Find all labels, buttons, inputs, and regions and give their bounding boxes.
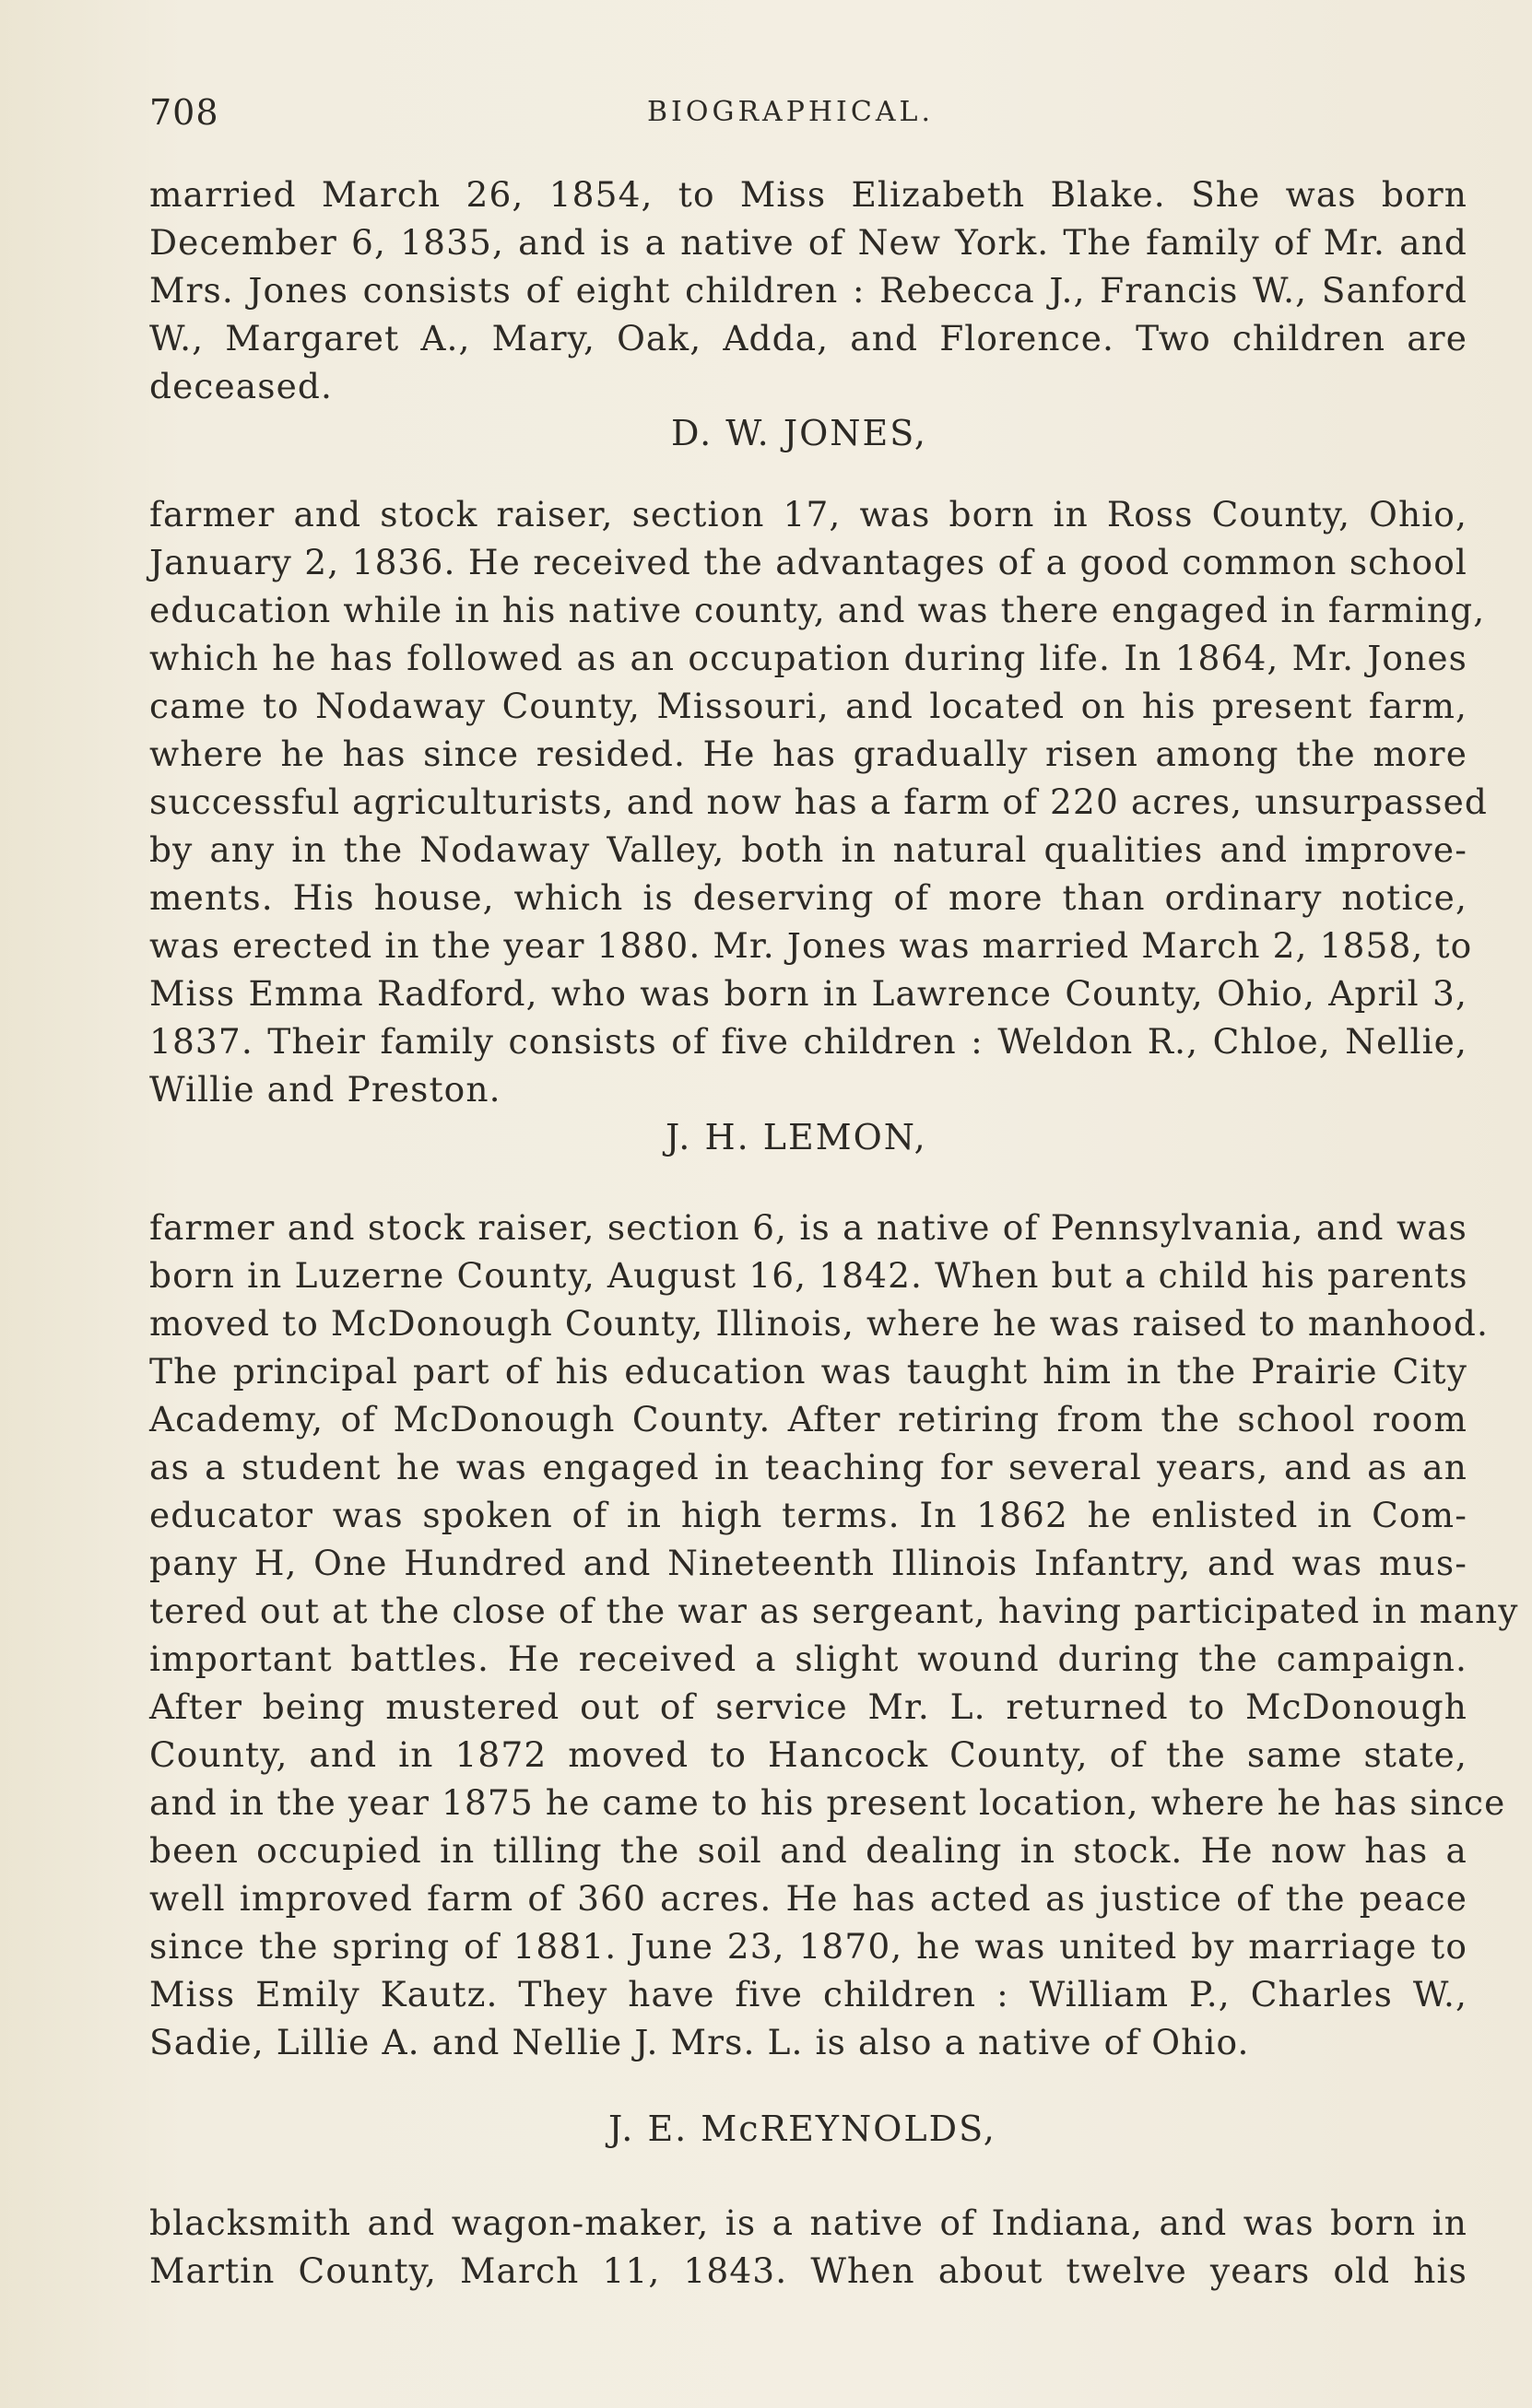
paragraph-line: since the spring of 1881. June 23, 1870, he was united by marriage to bbox=[149, 1926, 1467, 1967]
page-number: 708 bbox=[149, 92, 219, 133]
page-header bbox=[149, 92, 1458, 147]
paragraph-line: Miss Emma Radford, who was born in Lawrence County, Ohio, April 3, bbox=[149, 973, 1467, 1014]
paragraph-line: was erected in the year 1880. Mr. Jones was married March 2, 1858, to bbox=[149, 925, 1473, 966]
paragraph-line: which he has followed as an occupation during life. In 1864, Mr. Jones bbox=[149, 638, 1467, 678]
paragraph-line: Martin County, March 11, 1843. When about twelve years old his bbox=[149, 2250, 1467, 2291]
paragraph-line: tered out at the close of the war as sergeant, having participated in many bbox=[149, 1591, 1519, 1631]
paragraph-line: W., Margaret A., Mary, Oak, Adda, and Florence. Two children are bbox=[149, 318, 1467, 358]
paragraph-line: moved to McDonough County, Illinois, where he was raised to manhood. bbox=[149, 1303, 1489, 1344]
paragraph-line: 1837. Their family consists of five children : Weldon R., Chloe, Nellie, bbox=[149, 1021, 1467, 1062]
paragraph-line: ments. His house, which is deserving of more than ordinary notice, bbox=[149, 877, 1467, 918]
paragraph-line: Academy, of McDonough County. After retiring from the school room bbox=[149, 1399, 1467, 1439]
paragraph-line: came to Nodaway County, Missouri, and located on his present farm, bbox=[149, 686, 1467, 726]
paragraph-line: Miss Emily Kautz. They have five children : William P., Charles W., bbox=[149, 1974, 1467, 2014]
paragraph-line: born in Luzerne County, August 16, 1842. When but a child his parents bbox=[149, 1255, 1468, 1296]
paragraph-line: deceased. bbox=[149, 366, 334, 406]
paragraph-line: After being mustered out of service Mr. L. returned to McDonough bbox=[149, 1686, 1467, 1727]
paragraph-line: Willie and Preston. bbox=[149, 1069, 501, 1110]
entry-heading: J. H. LEMON, bbox=[666, 1117, 927, 1157]
paragraph-line: successful agriculturists, and now has a farm of 220 acres, unsurpassed bbox=[149, 781, 1488, 822]
paragraph-line: farmer and stock raiser, section 17, was born in Ross County, Ohio, bbox=[149, 494, 1467, 534]
paragraph-line: pany H, One Hundred and Nineteenth Illinois Infantry, and was mus- bbox=[149, 1543, 1467, 1583]
running-head: BIOGRAPHICAL. bbox=[647, 96, 934, 128]
paragraph-line: education while in his native county, and was there engaged in farming, bbox=[149, 590, 1486, 630]
paragraph-line: December 6, 1835, and is a native of New York. The family of Mr. and bbox=[149, 222, 1467, 263]
paragraph-line: important battles. He received a slight wound during the campaign. bbox=[149, 1639, 1467, 1679]
paragraph-line: January 2, 1836. He received the advantages of a good common school bbox=[149, 542, 1467, 582]
entry-heading: J. E. McREYNOLDS, bbox=[608, 2108, 996, 2149]
paragraph-line: married March 26, 1854, to Miss Elizabeth Blake. She was born bbox=[149, 174, 1467, 215]
entry-heading: D. W. JONES, bbox=[671, 413, 927, 453]
paragraph-line: farmer and stock raiser, section 6, is a native of Pennsylvania, and was bbox=[149, 1207, 1467, 1248]
paragraph-line: where he has since resided. He has gradually risen among the more bbox=[149, 734, 1467, 774]
paragraph-line: educator was spoken of in high terms. In 1862 he enlisted in Com- bbox=[149, 1495, 1467, 1535]
paragraph-line: by any in the Nodaway Valley, both in natural qualities and improve- bbox=[149, 829, 1467, 870]
paragraph-line: County, and in 1872 moved to Hancock County, of the same state, bbox=[149, 1734, 1467, 1775]
paragraph-line: Sadie, Lillie A. and Nellie J. Mrs. L. is also a native of Ohio. bbox=[149, 2022, 1250, 2062]
paragraph-line: The principal part of his education was taught him in the Prairie City bbox=[149, 1351, 1467, 1392]
paragraph-line: as a student he was engaged in teaching for several years, and as an bbox=[149, 1447, 1467, 1487]
paragraph-line: well improved farm of 360 acres. He has acted as justice of the peace bbox=[149, 1878, 1467, 1919]
paragraph-line: and in the year 1875 he came to his present location, where he has since bbox=[149, 1782, 1506, 1823]
paragraph-line: blacksmith and wagon-maker, is a native of Indiana, and was born in bbox=[149, 2202, 1467, 2243]
paragraph-line: been occupied in tilling the soil and dealing in stock. He now has a bbox=[149, 1830, 1467, 1871]
paragraph-line: Mrs. Jones consists of eight children : Rebecca J., Francis W., Sanford bbox=[149, 270, 1467, 311]
